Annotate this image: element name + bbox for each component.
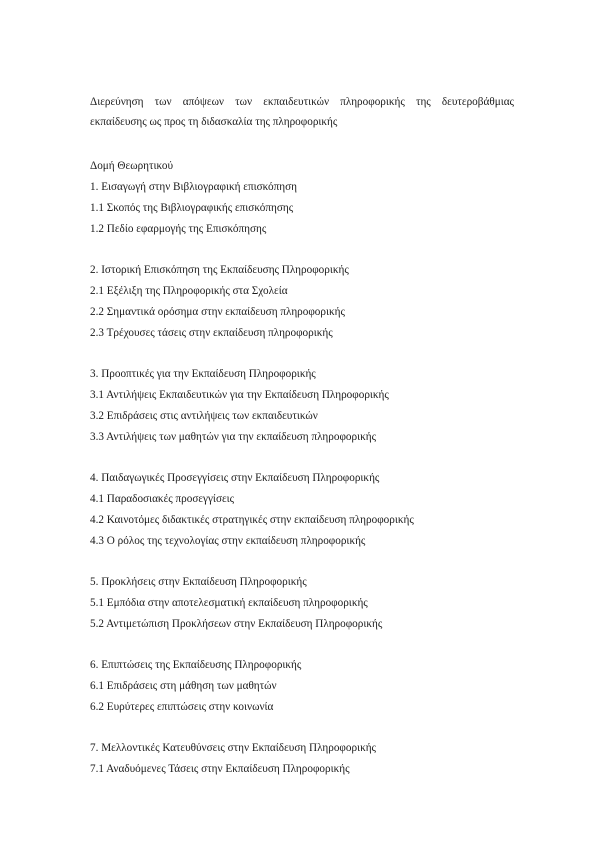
document-body xyxy=(90,92,514,780)
toc-subsection: 5.1 Εμπόδια στην αποτελεσματική εκπαίδευση πληροφορικής xyxy=(90,597,368,609)
toc-subsection: 1.2 Πεδίο εφαρμογής της Επισκόπησης xyxy=(90,223,267,235)
toc-section-5 xyxy=(90,572,514,635)
toc-subsection: 2.3 Τρέχουσες τάσεις στην εκπαίδευση πληροφορικής xyxy=(90,327,333,339)
toc-subsection: 4.3 Ο ρόλος της τεχνολογίας στην εκπαίδευση πληροφορικής xyxy=(90,535,366,547)
toc-section-heading: 5. Προκλήσεις στην Εκπαίδευση Πληροφορικής xyxy=(90,576,307,588)
toc-section-6 xyxy=(90,655,514,718)
toc-subsection: 4.2 Καινοτόμες διδακτικές στρατηγικές στην εκπαίδευση πληροφορικής xyxy=(90,514,414,526)
toc-subsection: 7.1 Αναδυόμενες Τάσεις στην Εκπαίδευση Πληροφορικής xyxy=(90,763,350,775)
toc-section-2 xyxy=(90,260,514,344)
toc-section-4 xyxy=(90,468,514,552)
toc-section-heading: 1. Εισαγωγή στην Βιβλιογραφική επισκόπηση xyxy=(90,181,298,193)
toc-heading: Δομή Θεωρητικού xyxy=(90,160,174,172)
toc-subsection: 6.1 Επιδράσεις στη μάθηση των μαθητών xyxy=(90,680,277,692)
toc-subsection: 3.3 Αντιλήψεις των μαθητών για την εκπαίδευση πληροφορικής xyxy=(90,431,377,443)
toc-section-heading: 2. Ιστορική Επισκόπηση της Εκπαίδευσης Πληροφορικής xyxy=(90,264,349,276)
toc-section-heading: 6. Επιπτώσεις της Εκπαίδευσης Πληροφορικής xyxy=(90,659,302,671)
toc-section-heading: 3. Προοπτικές για την Εκπαίδευση Πληροφορικής xyxy=(90,368,316,380)
document-title: Διερεύνηση των απόψεων των εκπαιδευτικών πληροφορικής της δευτεροβάθμιας εκπαίδευσης ως προς τη διδασκαλία της πληροφορικής xyxy=(90,96,514,128)
toc-section-3 xyxy=(90,364,514,448)
toc-subsection: 2.1 Εξέλιξη της Πληροφορικής στα Σχολεία xyxy=(90,285,288,297)
toc-section-7 xyxy=(90,738,514,780)
toc-section-heading: 4. Παιδαγωγικές Προσεγγίσεις στην Εκπαίδευση Πληροφορικής xyxy=(90,472,380,484)
toc-section-1 xyxy=(90,177,514,240)
toc-section-heading: 7. Μελλοντικές Κατευθύνσεις στην Εκπαίδευση Πληροφορικής xyxy=(90,742,376,754)
toc-subsection: 4.1 Παραδοσιακές προσεγγίσεις xyxy=(90,493,235,505)
toc-subsection: 6.2 Ευρύτερες επιπτώσεις στην κοινωνία xyxy=(90,701,274,713)
toc-subsection: 3.2 Επιδράσεις στις αντιλήψεις των εκπαιδευτικών xyxy=(90,410,318,422)
toc-subsection: 1.1 Σκοπός της Βιβλιογραφικής επισκόπησης xyxy=(90,202,294,214)
toc-subsection: 5.2 Αντιμετώπιση Προκλήσεων στην Εκπαίδευση Πληροφορικής xyxy=(90,618,383,630)
toc-subsection: 2.2 Σημαντικά ορόσημα στην εκπαίδευση πληροφορικής xyxy=(90,306,345,318)
toc-subsection: 3.1 Αντιλήψεις Εκπαιδευτικών για την Εκπαίδευση Πληροφορικής xyxy=(90,389,389,401)
